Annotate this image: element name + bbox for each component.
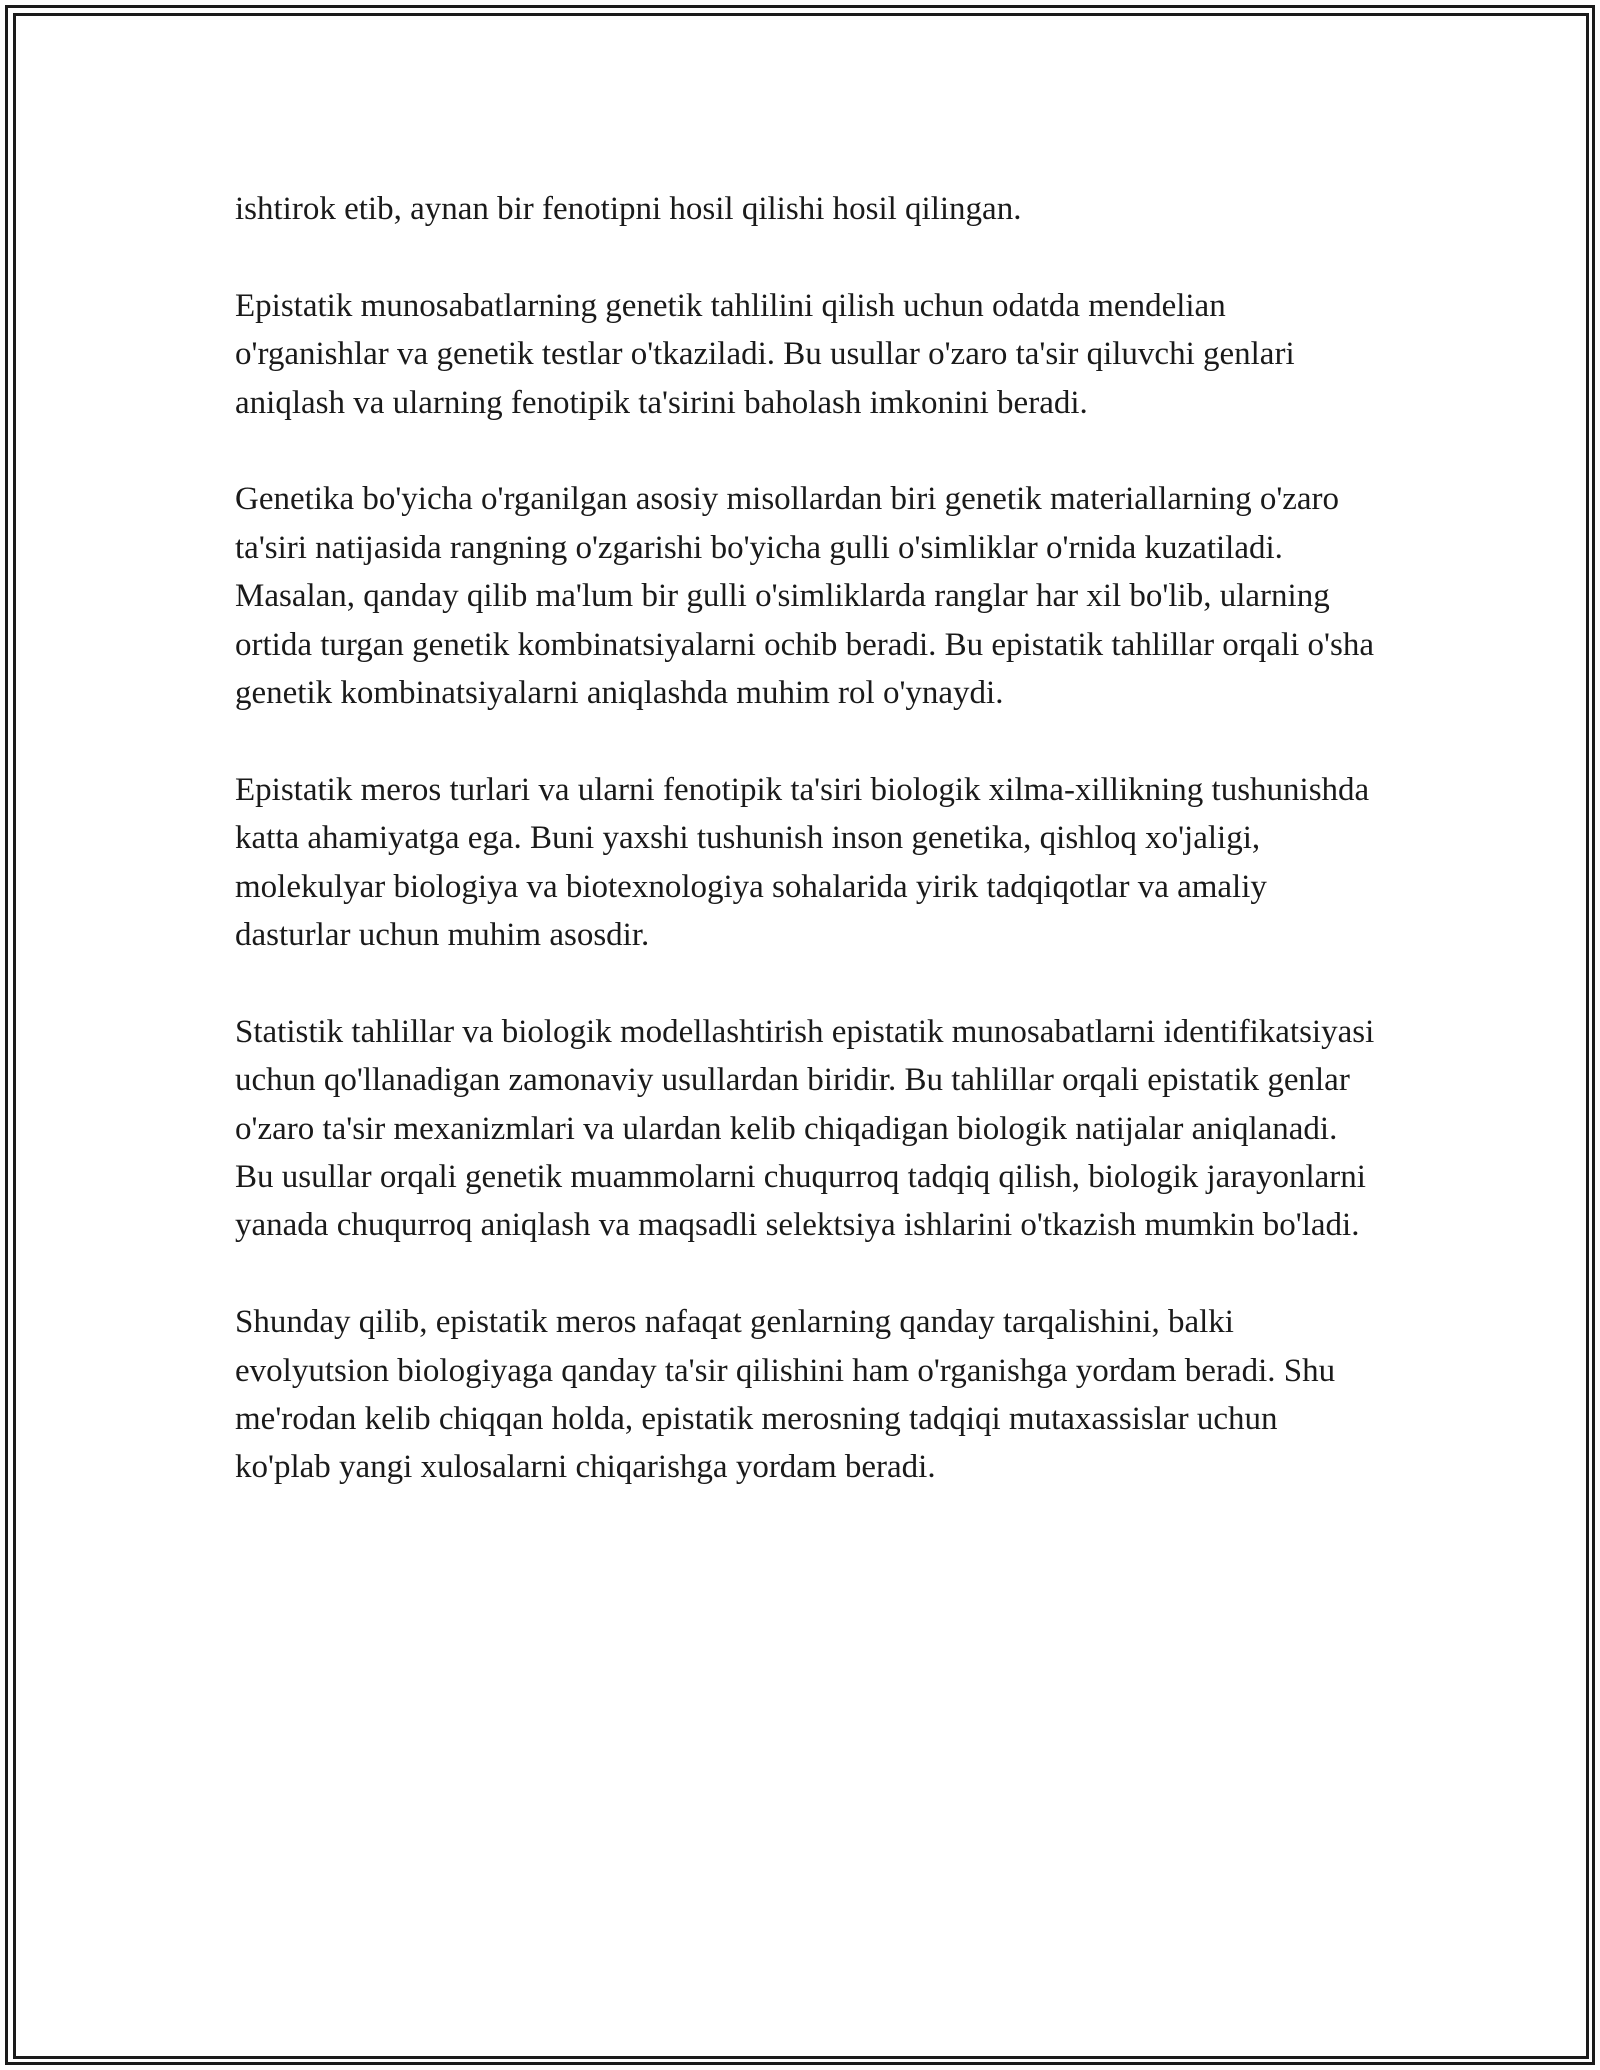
paragraph-3: Genetika bo'yicha o'rganilgan asosiy misollardan biri genetik materiallarning o'zaro ta'siri natijasida rangning o'zgarishi bo'yicha gulli o'simliklar o'rnida kuzatiladi. Masalan, qanday qilib ma'lum bir gulli o'simliklarda ranglar har xil bo'lib, ularning ortida turgan genetik kombinatsiyalarni ochib beradi. Bu epistatik tahlillar orqali o'sha genetik kombinatsiyalarni aniqlashda muhim rol o'ynaydi. bbox=[235, 481, 1374, 712]
paragraph-5: Statistik tahlillar va biologik modellashtirish epistatik munosabatlarni identifikatsiyasi uchun qo'llanadigan zamonaviy usullardan biridir. Bu tahlillar orqali epistatik genlar o'zaro ta'sir mexanizmlari va ulardan kelib chiqadigan biologik natijalar aniqlanadi. Bu usullar orqali genetik muammolarni chuqurroq tadqiq qilish, biologik jarayonlarni yanada chuqurroq aniqlash va maqsadli selektsiya ishlarini o'tkazish mumkin bo'ladi. bbox=[235, 1013, 1375, 1244]
paragraph-6: Shunday qilib, epistatik meros nafaqat genlarning qanday tarqalishini, balki evolyutsion biologiyaga qanday ta'sir qilishini ham o'rganishga yordam beradi. Shu me'rodan kelib chiqqan holda, epistatik merosning tadqiqi mutaxassislar uchun ko'plab yangi xulosalarni chiqarishga yordam beradi. bbox=[235, 1304, 1336, 1486]
paragraph-1: ishtirok etib, aynan bir fenotipni hosil qilishi hosil qilingan. bbox=[235, 191, 1022, 227]
document-body bbox=[235, 185, 1375, 1540]
paragraph-2: Epistatik munosabatlarning genetik tahlilini qilish uchun odatda mendelian o'rganishlar va genetik testlar o'tkaziladi. Bu usullar o'zaro ta'sir qiluvchi genlari aniqlash va ularning fenotipik ta'sirini baholash imkonini beradi. bbox=[235, 287, 1295, 421]
paragraph-4: Epistatik meros turlari va ularni fenotipik ta'siri biologik xilma-xillikning tushunishda katta ahamiyatga ega. Buni yaxshi tushunish inson genetika, qishloq xo'jaligi, molekulyar biologiya va biotexnologiya sohalarida yirik tadqiqotlar va amaliy dasturlar uchun muhim asosdir. bbox=[235, 771, 1370, 954]
